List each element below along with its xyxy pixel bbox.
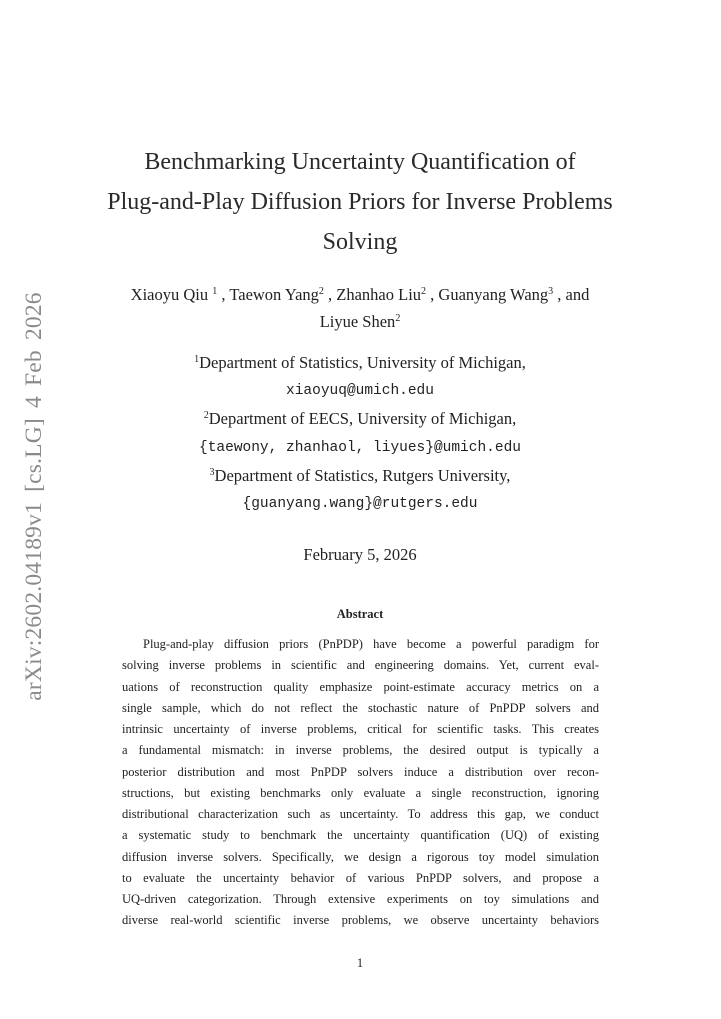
title-line: Solving [322, 229, 398, 255]
author-name: Guanyang Wang [438, 285, 549, 304]
author-affiliation-mark: 1 [212, 286, 218, 297]
author-affiliation-mark: 2 [421, 286, 427, 297]
abstract-line: posterior distribution and most PnPDP solvers induce a distribution over recon- [122, 764, 599, 779]
affiliation-list [80, 349, 640, 518]
affiliation-department [80, 462, 640, 490]
author-separator: , [217, 285, 230, 304]
abstract-line: intrinsic uncertainty of inverse problems, critical for scientific tasks. This creates [122, 722, 599, 736]
affiliation-mark: 3 [209, 466, 215, 478]
abstract-line: diffusion inverse solvers. Specifically, we design a rigorous toy model simulation [122, 849, 599, 864]
paper-title [60, 142, 660, 262]
paper-date: February 5, 2026 [303, 545, 417, 564]
abstract-line: distributional characterization such as uncertainty. To address this gap, we conduct [122, 807, 599, 821]
affiliation-department [80, 349, 640, 377]
author-list [80, 281, 640, 335]
author-affiliation-mark: 2 [318, 286, 324, 297]
abstract-line: UQ-driven categorization. Through extensive experiments on toy simulations and [122, 892, 599, 906]
author-name: Zhanhao Liu [336, 285, 422, 304]
title-line: Benchmarking Uncertainty Quantification of [144, 149, 576, 175]
affiliation-mark: 2 [203, 410, 209, 422]
abstract-heading: Abstract [336, 607, 384, 621]
author-affiliation-mark: 3 [548, 286, 554, 297]
abstract-line: to evaluate the uncertainty behavior of various PnPDP solvers, and propose a [122, 870, 599, 885]
author-affiliation-mark: 2 [395, 313, 401, 324]
page-number: 1 [356, 956, 364, 970]
abstract-line: diverse real-world scientific inverse problems, we observe uncertainty behaviors [122, 913, 599, 928]
abstract-line: a fundamental mismatch: in inverse problems, the desired output is typically a [122, 743, 599, 758]
department-text: Department of Statistics, Rutgers University, [214, 465, 511, 485]
affiliation-email: {taewony, zhanhaol, liyues}@umich.edu [199, 439, 521, 456]
abstract-line: uations of reconstruction quality emphasize point-estimate accuracy metrics on a [122, 679, 599, 694]
arxiv-stamp [19, 291, 49, 701]
author-separator: , [323, 285, 337, 304]
arxiv-id: arXiv:2602.04189v1 [cs.LG] 4 Feb 2026 [20, 291, 47, 701]
author-name: Liyue Shen [319, 312, 396, 331]
title-line: Plug-and-Play Diffusion Priors for Inverse Problems [107, 189, 613, 215]
author-line [80, 281, 640, 308]
abstract-line: a systematic study to benchmark the uncertainty quantification (UQ) of existing [122, 828, 599, 843]
affiliation-department [80, 405, 640, 433]
department-text: Department of EECS, University of Michigan, [208, 409, 517, 429]
author-separator: , [426, 285, 439, 304]
affiliation-email: {guanyang.wang}@rutgers.edu [242, 496, 478, 513]
author-name: Taewon Yang [229, 285, 319, 304]
author-line [80, 308, 640, 335]
affiliation-mark: 1 [194, 354, 200, 365]
department-text: Department of Statistics, University of Michigan, [199, 353, 526, 372]
affiliation-email: xiaoyuq@umich.edu [286, 383, 434, 400]
abstract-line: single sample, which do not reflect the stochastic nature of PnPDP solvers and [122, 700, 599, 715]
abstract-line: Plug-and-play diffusion priors (PnPDP) have become a powerful paradigm for [143, 637, 599, 651]
author-separator: , and [553, 285, 590, 304]
abstract-body [122, 634, 599, 932]
abstract-line: structions, but existing benchmarks only evaluate a single reconstruction, ignoring [122, 785, 599, 800]
abstract-line: solving inverse problems in scientific and engineering domains. Yet, current eval- [122, 658, 599, 673]
author-name: Xiaoyu Qiu [130, 285, 209, 304]
